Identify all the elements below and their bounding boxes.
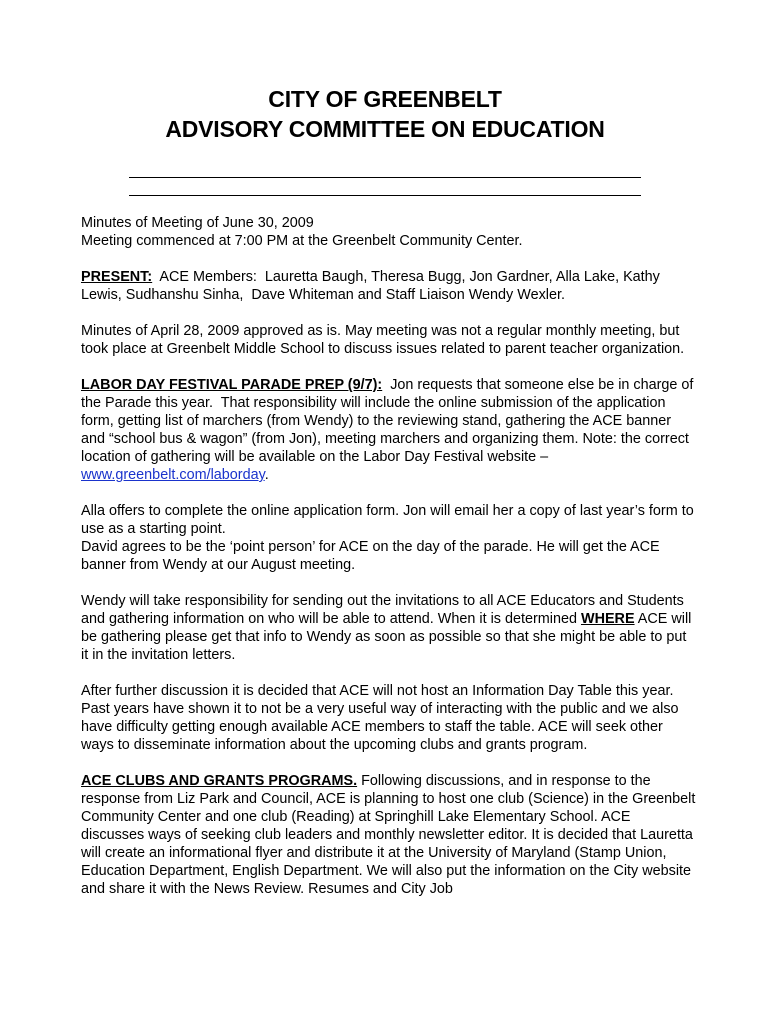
wendy-text-before: Wendy will take responsibility for sending out the invitations to all ACE Educators and Students and gathering information on who will be able to attend. When it is determined <box>81 593 684 627</box>
labor-day-paragraph <box>81 376 696 484</box>
meeting-date-line: Minutes of Meeting of June 30, 2009 <box>81 215 314 231</box>
meeting-info <box>81 214 696 250</box>
clubs-text: Following discussions, and in response to the response from Liz Park and Council, ACE is planning to host one club (Science) in the Greenbelt Community Center and one club (Reading) at Springhill Lake Elementary School. ACE discusses ways of seeking club leaders and monthly newsletter editor. It is decided that Lauretta will create an informational flyer and distribute it at the University of Maryland (Stamp Union, Education Department, English Department. We will also put the information on the City website and share it with the News Review. Resumes and City Job <box>81 773 696 897</box>
document-title-line-2: ADVISORY COMMITTEE ON EDUCATION <box>165 116 605 142</box>
info-day-paragraph: After further discussion it is decided that ACE will not host an Information Day Table this year. Past years have shown it to not be a very useful way of interacting with the public and we also have difficulty getting enough available ACE members to staff the table. ACE will seek other ways to disseminate information about the upcoming clubs and grants program. <box>81 683 679 753</box>
header-divider-bottom <box>129 195 641 196</box>
alla-paragraph: Alla offers to complete the online application form. Jon will email her a copy of last year’s form to use as a starting point. <box>81 503 694 537</box>
minutes-approval-paragraph: Minutes of April 28, 2009 approved as is. May meeting was not a regular monthly meeting, but took place at Greenbelt Middle School to discuss issues related to parent teacher organization. <box>81 323 685 357</box>
labor-day-text: Jon requests that someone else be in charge of the Parade this year. That responsibility will include the online submission of the application form, getting list of marchers (from Wendy) to the reviewing stand, gathering the ACE banner and “school bus & wagon” (from Jon), meeting marchers and organizing them. Note: the correct location of gathering will be available on the Labor Day Festival website – <box>81 377 698 465</box>
meeting-start-line: Meeting commenced at 7:00 PM at the Greenbelt Community Center. <box>81 233 523 249</box>
clubs-heading: ACE CLUBS AND GRANTS PROGRAMS. <box>81 773 358 789</box>
present-members: ACE Members: Lauretta Baugh, Theresa Bugg, Jon Gardner, Alla Lake, Kathy Lewis, Sudhanshu Sinha, Dave Whiteman and Staff Liaison Wendy Wexler. <box>81 269 664 303</box>
minutes-body <box>81 214 696 916</box>
present-label: PRESENT: <box>81 269 153 285</box>
labor-day-link-period: . <box>264 467 269 483</box>
clubs-paragraph <box>81 772 696 898</box>
david-paragraph: David agrees to be the ‘point person’ for ACE on the day of the parade. He will get the ACE banner from Wendy at our August meeting. <box>81 539 660 573</box>
document-title-line-1: CITY OF GREENBELT <box>268 86 502 112</box>
where-emphasis: WHERE <box>580 611 635 627</box>
labor-day-website-link[interactable]: www.greenbelt.com/laborday <box>81 467 265 483</box>
wendy-paragraph <box>81 592 696 664</box>
present-paragraph <box>81 268 696 304</box>
wendy-text-after: ACE will be gathering please get that info to Wendy as soon as possible so that she might be able to put it in the invitation letters. <box>81 611 692 663</box>
labor-day-heading: LABOR DAY FESTIVAL PARADE PREP (9/7): <box>81 377 383 393</box>
header-divider-top <box>129 177 641 178</box>
